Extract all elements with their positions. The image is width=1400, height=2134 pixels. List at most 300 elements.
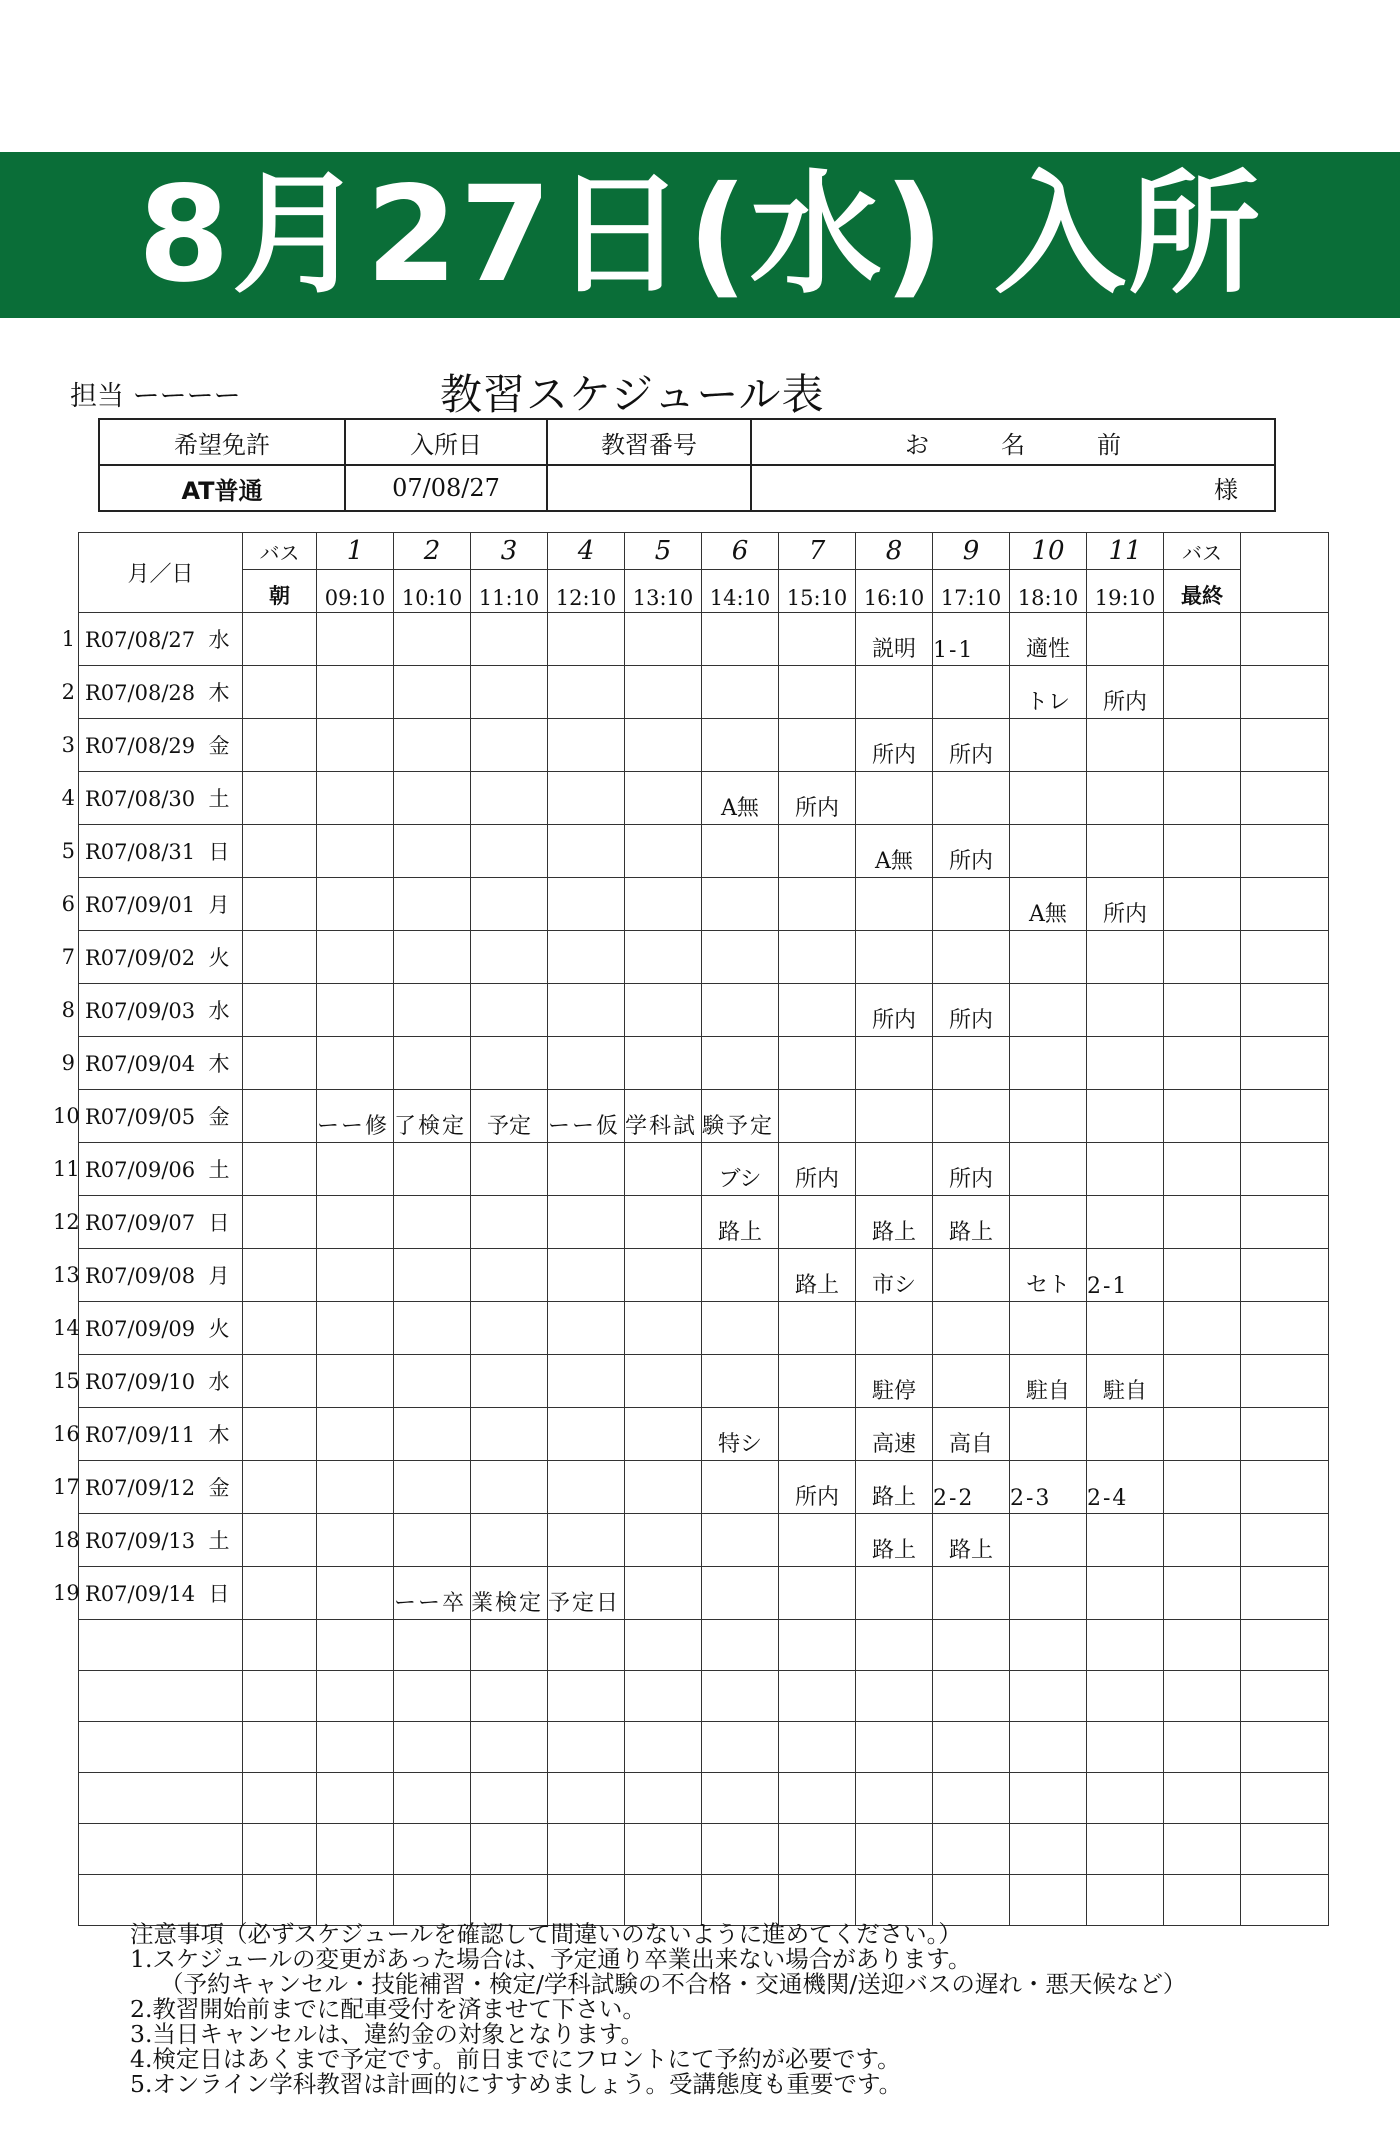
lesson-cell	[625, 772, 702, 825]
empty-cell	[548, 1824, 625, 1875]
date-text: R07/09/11	[85, 1423, 196, 1447]
lesson-cell: 特シ	[702, 1408, 779, 1461]
empty-cell	[933, 1824, 1010, 1875]
empty-cell	[471, 1773, 548, 1824]
lesson-cell	[702, 825, 779, 878]
bus-last-cell	[1164, 666, 1241, 719]
lesson-cell	[625, 613, 702, 666]
empty-cell	[1241, 1773, 1329, 1824]
lesson-cell	[317, 1302, 394, 1355]
lesson-cell	[1087, 1408, 1164, 1461]
lesson-cell	[625, 1037, 702, 1090]
lesson-cell	[317, 931, 394, 984]
period-time: 19:10	[1087, 570, 1164, 613]
lesson-cell	[779, 931, 856, 984]
notes-heading: 注意事項（必ずスケジュールを確認して間違いのないように進めてください。）	[130, 1920, 962, 1948]
empty-row	[79, 1773, 1329, 1824]
lesson-cell: 所内	[933, 984, 1010, 1037]
lesson-cell	[317, 772, 394, 825]
lesson-cell: 駐自	[1010, 1355, 1087, 1408]
empty-cell	[1164, 1722, 1241, 1773]
lesson-cell: 験予定	[702, 1090, 779, 1143]
name-label: お 名 前	[751, 419, 1275, 465]
lesson-cell	[1087, 719, 1164, 772]
lesson-cell	[856, 772, 933, 825]
lesson-cell	[394, 825, 471, 878]
period-time: 18:10	[1010, 570, 1087, 613]
bus-last-cell	[1164, 613, 1241, 666]
bus-last-cell	[1164, 878, 1241, 931]
lesson-cell	[779, 825, 856, 878]
lesson-cell: 学科試	[625, 1090, 702, 1143]
bus-morning-cell	[243, 719, 317, 772]
lesson-cell	[1010, 931, 1087, 984]
empty-cell	[1164, 1773, 1241, 1824]
day-of-week: 金	[208, 1105, 230, 1129]
lesson-cell	[702, 1514, 779, 1567]
row-number: 11	[53, 1157, 80, 1181]
empty-cell	[856, 1671, 933, 1722]
blank-cell	[1241, 666, 1329, 719]
lesson-cell	[548, 613, 625, 666]
empty-cell	[933, 1671, 1010, 1722]
schedule-row	[79, 1461, 1329, 1514]
empty-cell	[1010, 1824, 1087, 1875]
empty-cell	[471, 1875, 548, 1926]
empty-cell	[1010, 1773, 1087, 1824]
date-cell	[61, 719, 243, 772]
lesson-cell	[548, 1408, 625, 1461]
student-number-value	[547, 465, 751, 511]
lesson-cell	[1087, 1037, 1164, 1090]
lesson-cell	[471, 878, 548, 931]
empty-cell	[779, 1620, 856, 1671]
lesson-cell: 2-3	[1010, 1461, 1087, 1514]
lesson-cell	[471, 1037, 548, 1090]
lesson-cell	[625, 1355, 702, 1408]
lesson-cell	[779, 613, 856, 666]
row-number: 18	[53, 1528, 80, 1552]
date-cell	[53, 1514, 243, 1567]
empty-cell	[625, 1824, 702, 1875]
bus-last-cell	[1164, 1461, 1241, 1514]
day-of-week: 水	[208, 999, 230, 1023]
empty-cell	[856, 1875, 933, 1926]
lesson-cell	[548, 1196, 625, 1249]
bus-morning-cell	[243, 1355, 317, 1408]
bus-last-cell	[1164, 1196, 1241, 1249]
empty-cell	[1087, 1824, 1164, 1875]
empty-cell	[394, 1773, 471, 1824]
empty-cell	[1087, 1875, 1164, 1926]
blank-cell	[1241, 1355, 1329, 1408]
bus-last-cell	[1164, 772, 1241, 825]
bus-morning-cell	[243, 931, 317, 984]
empty-cell	[779, 1722, 856, 1773]
lesson-cell	[625, 984, 702, 1037]
period-num: 1	[317, 533, 394, 570]
date-text: R07/09/13	[85, 1529, 196, 1553]
lesson-cell	[625, 1461, 702, 1514]
lesson-cell	[394, 1302, 471, 1355]
lesson-cell	[779, 1196, 856, 1249]
lesson-cell	[394, 1514, 471, 1567]
empty-cell	[625, 1773, 702, 1824]
empty-cell	[1164, 1671, 1241, 1722]
lesson-cell	[394, 1143, 471, 1196]
empty-cell	[933, 1722, 1010, 1773]
lesson-cell	[702, 984, 779, 1037]
lesson-cell	[394, 772, 471, 825]
period-num: 6	[702, 533, 779, 570]
empty-cell	[79, 1620, 243, 1671]
bus-morning-cell	[243, 1196, 317, 1249]
staff-label: 担当 ーーーー	[70, 381, 241, 412]
period-time: 15:10	[779, 570, 856, 613]
schedule-table	[53, 532, 1329, 1926]
lesson-cell	[394, 1196, 471, 1249]
empty-cell	[702, 1824, 779, 1875]
lesson-cell	[779, 1090, 856, 1143]
blank-cell	[1241, 719, 1329, 772]
header-banner	[0, 152, 1400, 318]
row-number: 12	[53, 1210, 80, 1234]
bus-morning-cell	[243, 825, 317, 878]
date-cell	[61, 878, 243, 931]
lesson-cell	[625, 878, 702, 931]
row-number: 14	[53, 1316, 80, 1340]
empty-cell	[1087, 1722, 1164, 1773]
lesson-cell	[548, 984, 625, 1037]
lesson-cell: 所内	[779, 1143, 856, 1196]
day-of-week: 水	[208, 628, 230, 652]
bus-morning-cell	[243, 1461, 317, 1514]
lesson-cell	[1087, 1567, 1164, 1620]
enroll-date-label: 入所日	[345, 419, 547, 465]
lesson-cell	[471, 1143, 548, 1196]
period-num: 9	[933, 533, 1010, 570]
empty-cell	[1010, 1875, 1087, 1926]
enroll-date-value: 07/08/27	[345, 465, 547, 511]
empty-cell	[856, 1773, 933, 1824]
empty-cell	[394, 1824, 471, 1875]
empty-cell	[1087, 1773, 1164, 1824]
lesson-cell	[317, 666, 394, 719]
lesson-cell	[471, 1461, 548, 1514]
lesson-cell	[856, 666, 933, 719]
empty-cell	[394, 1875, 471, 1926]
blank-cell	[1241, 613, 1329, 666]
blank-cell	[1241, 931, 1329, 984]
empty-cell	[702, 1671, 779, 1722]
bus-morning-cell	[243, 1037, 317, 1090]
empty-row	[79, 1875, 1329, 1926]
date-cell	[53, 1461, 243, 1514]
date-text: R07/08/31	[85, 840, 196, 864]
blank-cell	[1241, 1196, 1329, 1249]
period-num: 8	[856, 533, 933, 570]
empty-cell	[1010, 1722, 1087, 1773]
lesson-cell	[702, 1355, 779, 1408]
row-number: 1	[61, 627, 75, 651]
bus-last-cell	[1164, 719, 1241, 772]
bus-morning-cell	[243, 878, 317, 931]
lesson-cell	[702, 931, 779, 984]
date-cell	[53, 1567, 243, 1620]
lesson-cell	[1087, 984, 1164, 1037]
lesson-cell	[625, 1408, 702, 1461]
lesson-cell	[317, 1037, 394, 1090]
lesson-cell	[779, 719, 856, 772]
bus-last-header: バス	[1164, 533, 1241, 570]
lesson-cell	[1010, 825, 1087, 878]
lesson-cell: 1-1	[933, 613, 1010, 666]
lesson-cell	[471, 1514, 548, 1567]
day-of-week: 水	[208, 1370, 230, 1394]
row-number: 7	[61, 945, 75, 969]
date-cell	[53, 1249, 243, 1302]
lesson-cell	[625, 1514, 702, 1567]
bus-last-cell	[1164, 984, 1241, 1037]
bus-morning-cell	[243, 772, 317, 825]
license-label: 希望免許	[99, 419, 345, 465]
blank-cell	[1241, 878, 1329, 931]
lesson-cell	[625, 1196, 702, 1249]
day-of-week: 土	[208, 1529, 230, 1553]
empty-cell	[1241, 1824, 1329, 1875]
schedule-row	[79, 1090, 1329, 1143]
row-number: 2	[61, 680, 75, 704]
lesson-cell	[933, 772, 1010, 825]
schedule-row	[79, 1302, 1329, 1355]
lesson-cell	[779, 1408, 856, 1461]
lesson-cell: ブシ	[702, 1143, 779, 1196]
blank-cell	[1241, 984, 1329, 1037]
day-of-week: 金	[208, 734, 230, 758]
lesson-cell	[1010, 984, 1087, 1037]
empty-cell	[471, 1620, 548, 1671]
lesson-cell	[625, 931, 702, 984]
lesson-cell	[1010, 1302, 1087, 1355]
lesson-cell: 2-4	[1087, 1461, 1164, 1514]
info-table	[98, 418, 1276, 512]
bus-last-cell	[1164, 825, 1241, 878]
empty-cell	[243, 1722, 317, 1773]
lesson-cell	[856, 1037, 933, 1090]
schedule-row	[79, 878, 1329, 931]
date-text: R07/09/09	[85, 1317, 196, 1341]
empty-cell	[471, 1722, 548, 1773]
lesson-cell: 所内	[933, 1143, 1010, 1196]
lesson-cell	[394, 878, 471, 931]
empty-cell	[317, 1875, 394, 1926]
lesson-cell	[471, 1408, 548, 1461]
empty-cell	[1087, 1671, 1164, 1722]
lesson-cell	[548, 931, 625, 984]
lesson-cell: ーー仮	[548, 1090, 625, 1143]
lesson-cell	[779, 1302, 856, 1355]
date-text: R07/08/30	[85, 787, 196, 811]
row-number: 9	[61, 1051, 75, 1075]
lesson-cell	[548, 772, 625, 825]
blank-cell	[1241, 1514, 1329, 1567]
lesson-cell	[471, 825, 548, 878]
lesson-cell: 所内	[933, 825, 1010, 878]
lesson-cell	[625, 719, 702, 772]
schedule-row	[79, 1355, 1329, 1408]
date-text: R07/09/05	[85, 1105, 196, 1129]
empty-cell	[779, 1875, 856, 1926]
bus-morning-cell	[243, 1514, 317, 1567]
lesson-cell	[1087, 1196, 1164, 1249]
lesson-cell	[1010, 1196, 1087, 1249]
lesson-cell: 高自	[933, 1408, 1010, 1461]
empty-cell	[702, 1773, 779, 1824]
date-text: R07/08/27	[85, 628, 196, 652]
schedule-row	[79, 719, 1329, 772]
bus-last-cell	[1164, 1090, 1241, 1143]
bus-morning-cell	[243, 1143, 317, 1196]
lesson-cell	[471, 666, 548, 719]
date-cell	[53, 1196, 243, 1249]
lesson-cell	[702, 1567, 779, 1620]
blank-cell	[1241, 1567, 1329, 1620]
day-of-week: 火	[208, 946, 230, 970]
banner-title: 8月27日(水) 入所	[137, 158, 1263, 312]
empty-cell	[1087, 1620, 1164, 1671]
lesson-cell	[625, 1567, 702, 1620]
lesson-cell	[471, 772, 548, 825]
empty-cell	[1164, 1824, 1241, 1875]
period-time: 09:10	[317, 570, 394, 613]
lesson-cell	[548, 1302, 625, 1355]
lesson-cell	[1087, 1514, 1164, 1567]
empty-cell	[702, 1875, 779, 1926]
date-text: R07/08/28	[85, 681, 196, 705]
blank-cell	[1241, 1408, 1329, 1461]
blank-cell	[1241, 772, 1329, 825]
period-time: 10:10	[394, 570, 471, 613]
lesson-cell: 路上	[933, 1196, 1010, 1249]
row-number: 17	[53, 1475, 80, 1499]
day-of-week: 木	[208, 681, 230, 705]
date-cell	[61, 772, 243, 825]
blank-cell	[1241, 1037, 1329, 1090]
day-of-week: 金	[208, 1476, 230, 1500]
lesson-cell: 駐自	[1087, 1355, 1164, 1408]
schedule-row	[79, 1249, 1329, 1302]
period-time: 12:10	[548, 570, 625, 613]
lesson-cell	[856, 1302, 933, 1355]
schedule-row	[79, 613, 1329, 666]
lesson-cell	[779, 984, 856, 1037]
empty-cell	[79, 1722, 243, 1773]
date-text: R07/09/06	[85, 1158, 196, 1182]
lesson-cell	[317, 1514, 394, 1567]
row-number: 15	[53, 1369, 80, 1393]
bus-morning-cell	[243, 1408, 317, 1461]
empty-cell	[394, 1671, 471, 1722]
day-of-week: 木	[208, 1423, 230, 1447]
empty-cell	[243, 1824, 317, 1875]
empty-cell	[856, 1620, 933, 1671]
period-time: 13:10	[625, 570, 702, 613]
period-num: 7	[779, 533, 856, 570]
lesson-cell	[1087, 931, 1164, 984]
bus-last-cell	[1164, 1567, 1241, 1620]
lesson-cell	[779, 1567, 856, 1620]
empty-cell	[243, 1875, 317, 1926]
lesson-cell	[317, 825, 394, 878]
bus-last-cell	[1164, 1302, 1241, 1355]
lesson-cell	[779, 1514, 856, 1567]
lesson-cell	[933, 931, 1010, 984]
empty-cell	[702, 1620, 779, 1671]
lesson-cell: 適性	[1010, 613, 1087, 666]
lesson-cell: 路上	[856, 1514, 933, 1567]
bus-morning-cell	[243, 666, 317, 719]
lesson-cell	[625, 825, 702, 878]
lesson-cell: A無	[702, 772, 779, 825]
day-of-week: 土	[208, 1158, 230, 1182]
empty-cell	[243, 1773, 317, 1824]
empty-cell	[625, 1722, 702, 1773]
blank-cell	[1241, 825, 1329, 878]
date-text: R07/09/12	[85, 1476, 196, 1500]
date-text: R07/09/03	[85, 999, 196, 1023]
lesson-cell: セト	[1010, 1249, 1087, 1302]
lesson-cell: ーー修	[317, 1090, 394, 1143]
empty-cell	[548, 1620, 625, 1671]
lesson-cell: ーー卒	[394, 1567, 471, 1620]
blank-cell	[1241, 1461, 1329, 1514]
bus-last-cell	[1164, 931, 1241, 984]
blank-cell	[1241, 1302, 1329, 1355]
lesson-cell	[856, 931, 933, 984]
empty-cell	[1241, 1722, 1329, 1773]
lesson-cell: 路上	[779, 1249, 856, 1302]
date-cell	[53, 1143, 243, 1196]
lesson-cell: 了検定	[394, 1090, 471, 1143]
lesson-cell	[317, 1196, 394, 1249]
lesson-cell	[933, 1567, 1010, 1620]
date-text: R07/09/14	[85, 1582, 196, 1606]
lesson-cell: 所内	[779, 772, 856, 825]
lesson-cell	[933, 1302, 1010, 1355]
lesson-cell: 路上	[856, 1461, 933, 1514]
note-item: 3.当日キャンセルは、違約金の対象となります。	[130, 2020, 645, 2048]
lesson-cell	[625, 1249, 702, 1302]
day-of-week: 月	[208, 893, 230, 917]
lesson-cell	[1087, 613, 1164, 666]
day-of-week: 日	[208, 840, 230, 864]
lesson-cell: 路上	[933, 1514, 1010, 1567]
empty-cell	[548, 1875, 625, 1926]
row-number: 4	[61, 786, 75, 810]
period-num: 10	[1010, 533, 1087, 570]
lesson-cell	[933, 1355, 1010, 1408]
bus-last-cell	[1164, 1514, 1241, 1567]
empty-cell	[317, 1620, 394, 1671]
lesson-cell	[625, 1302, 702, 1355]
lesson-cell: 所内	[856, 984, 933, 1037]
empty-cell	[779, 1671, 856, 1722]
schedule-row	[79, 1196, 1329, 1249]
lesson-cell	[933, 878, 1010, 931]
empty-cell	[1010, 1620, 1087, 1671]
note-item: 5.オンライン学科教習は計画的にすすめましょう。受講態度も重要です。	[130, 2070, 903, 2098]
lesson-cell	[394, 1249, 471, 1302]
